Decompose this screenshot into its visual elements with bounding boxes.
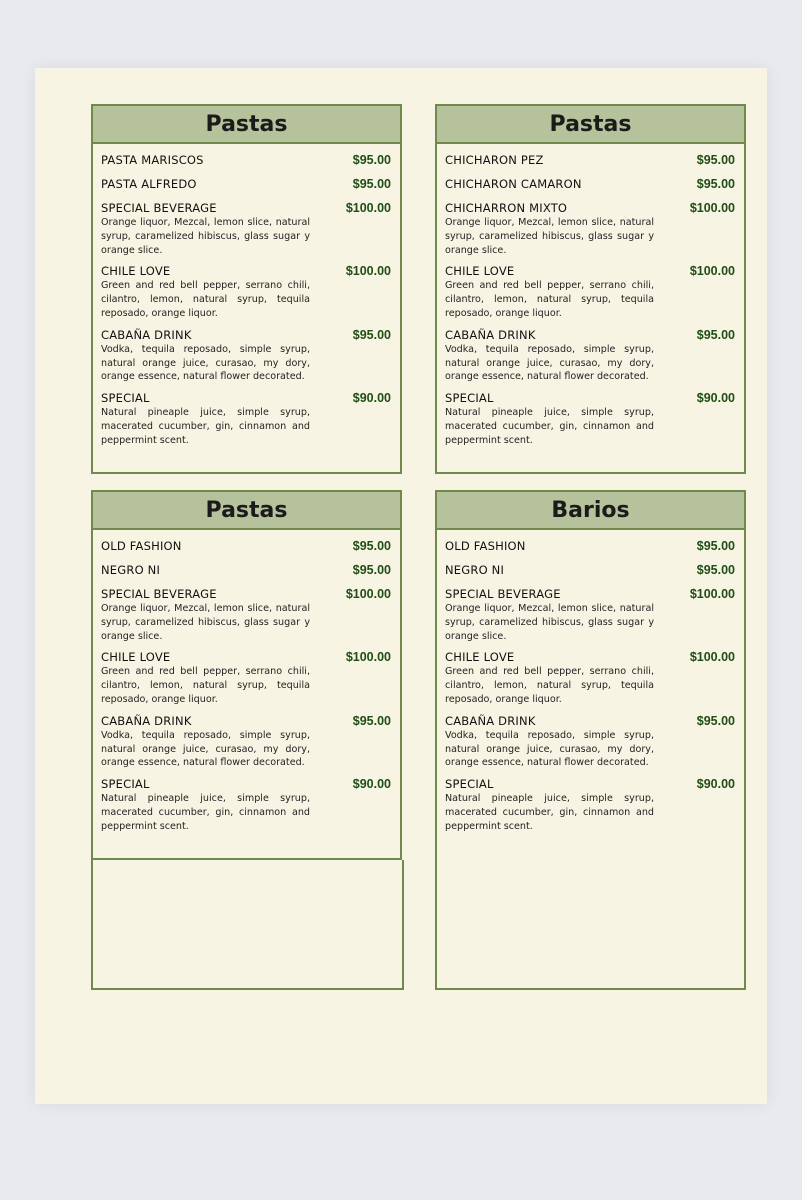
- menu-item: [445, 263, 735, 320]
- menu-item-price: $100.00: [689, 264, 735, 279]
- menu-item-name: OLD FASHION: [445, 539, 526, 553]
- menu-item-name: PASTA MARISCOS: [101, 153, 204, 167]
- menu-item-price: $95.00: [696, 539, 735, 553]
- menu-item-price: $100.00: [345, 201, 391, 215]
- menu-item-description: Vodka, tequila reposado, simple syrup, natural orange juice, curasao, my dory, orange essence, natural flower decorated.: [101, 729, 310, 769]
- menu-item-list: [93, 144, 400, 458]
- menu-item-description: Natural pineaple juice, simple syrup, macerated cucumber, gin, cinnamon and peppermint scent.: [101, 793, 310, 832]
- menu-item: [101, 200, 391, 257]
- menu-item-description: Vodka, tequila reposado, simple syrup, natural orange juice, curasao, my dory, orange essence, natural flower decorated.: [445, 729, 654, 769]
- menu-item-price: $90.00: [696, 391, 735, 406]
- menu-item-name: SPECIAL: [445, 391, 494, 406]
- menu-item-price: $95.00: [696, 327, 735, 342]
- menu-item-description: Orange liquor, Mezcal, lemon slice, natural syrup, caramelized hibiscus, glass sugar y orange slice.: [101, 217, 310, 256]
- menu-item-name: CABAÑA DRINK: [101, 713, 192, 728]
- panel-empty-frame: [91, 860, 404, 990]
- menu-item-price: $95.00: [696, 153, 735, 167]
- menu-item-price: $100.00: [689, 650, 735, 665]
- menu-item-name: CHICHARON PEZ: [445, 153, 544, 167]
- menu-item-description: Green and red bell pepper, serrano chili, cilantro, lemon, natural syrup, tequila reposado, orange liquor.: [445, 666, 654, 705]
- menu-item-price: $95.00: [352, 177, 391, 191]
- menu-item-name: CHILE LOVE: [101, 264, 171, 279]
- menu-item-price: $100.00: [689, 587, 735, 601]
- menu-item-description: Vodka, tequila reposado, simple syrup, natural orange juice, curasao, my dory, orange essence, natural flower decorated.: [101, 343, 310, 383]
- menu-item-name: CHICHARRON MIXTO: [445, 201, 568, 215]
- menu-item-name: SPECIAL BEVERAGE: [101, 201, 217, 215]
- menu-item: [445, 776, 735, 833]
- menu-item-description: Orange liquor, Mezcal, lemon slice, natural syrup, caramelized hibiscus, glass sugar y orange slice.: [101, 603, 310, 642]
- menu-item-description: Natural pineaple juice, simple syrup, macerated cucumber, gin, cinnamon and peppermint scent.: [445, 407, 654, 446]
- menu-item-name: SPECIAL: [445, 777, 494, 792]
- panel-title: Pastas: [93, 106, 400, 144]
- menu-item-name: CHICHARON CAMARON: [445, 177, 582, 191]
- menu-item: [445, 152, 735, 168]
- menu-item-name: SPECIAL BEVERAGE: [445, 587, 561, 601]
- menu-item-description: Orange liquor, Mezcal, lemon slice, natural syrup, caramelized hibiscus, glass sugar y orange slice.: [445, 217, 654, 256]
- menu-item: [101, 176, 391, 192]
- menu-item-name: CHILE LOVE: [101, 650, 171, 665]
- menu-item-price: $100.00: [345, 587, 391, 601]
- menu-item-name: NEGRO NI: [445, 563, 505, 577]
- menu-panel-pastas-1: [91, 104, 402, 474]
- menu-item-name: SPECIAL: [101, 391, 150, 406]
- menu-item-price: $95.00: [696, 177, 735, 191]
- menu-item-price: $90.00: [696, 777, 735, 792]
- menu-item-price: $95.00: [696, 563, 735, 577]
- menu-panel-pastas-3: [91, 490, 402, 860]
- menu-item: [101, 562, 391, 578]
- menu-item-name: CABAÑA DRINK: [445, 713, 536, 728]
- menu-item-name: OLD FASHION: [101, 539, 182, 553]
- menu-item-price: $100.00: [345, 650, 391, 665]
- menu-item-name: SPECIAL: [101, 777, 150, 792]
- menu-item-price: $95.00: [352, 713, 391, 728]
- menu-item: [101, 263, 391, 320]
- panel-title: Barios: [437, 492, 744, 530]
- menu-item: [101, 649, 391, 706]
- menu-item: [445, 176, 735, 192]
- menu-item-price: $90.00: [352, 777, 391, 792]
- menu-item-description: Vodka, tequila reposado, simple syrup, natural orange juice, curasao, my dory, orange essence, natural flower decorated.: [445, 343, 654, 383]
- panel-title: Pastas: [437, 106, 744, 144]
- menu-item: [101, 776, 391, 833]
- menu-item-description: Green and red bell pepper, serrano chili, cilantro, lemon, natural syrup, tequila reposado, orange liquor.: [101, 666, 310, 705]
- menu-panel-barios: [435, 490, 746, 990]
- menu-item-name: SPECIAL BEVERAGE: [101, 587, 217, 601]
- menu-item-name: CABAÑA DRINK: [101, 327, 192, 342]
- menu-item-name: CHILE LOVE: [445, 264, 515, 279]
- menu-item: [445, 390, 735, 447]
- menu-item: [445, 713, 735, 770]
- menu-item-name: CABAÑA DRINK: [445, 327, 536, 342]
- menu-item: [445, 586, 735, 643]
- menu-item-list: [437, 144, 744, 458]
- menu-item-description: Natural pineaple juice, simple syrup, macerated cucumber, gin, cinnamon and peppermint scent.: [101, 407, 310, 446]
- menu-item: [445, 200, 735, 257]
- menu-item: [101, 152, 391, 168]
- menu-item-name: PASTA ALFREDO: [101, 177, 197, 191]
- menu-item: [445, 562, 735, 578]
- panel-title: Pastas: [93, 492, 400, 530]
- menu-item-price: $95.00: [352, 153, 391, 167]
- menu-item-description: Natural pineaple juice, simple syrup, macerated cucumber, gin, cinnamon and peppermint scent.: [445, 793, 654, 832]
- menu-item-name: CHILE LOVE: [445, 650, 515, 665]
- menu-item-price: $95.00: [696, 713, 735, 728]
- menu-item-name: NEGRO NI: [101, 563, 161, 577]
- menu-item-price: $95.00: [352, 563, 391, 577]
- menu-item-description: Green and red bell pepper, serrano chili, cilantro, lemon, natural syrup, tequila reposado, orange liquor.: [101, 280, 310, 319]
- menu-item-list: [93, 530, 400, 844]
- menu-item: [445, 649, 735, 706]
- menu-item: [445, 327, 735, 384]
- menu-item: [101, 390, 391, 447]
- menu-item-price: $100.00: [345, 264, 391, 279]
- menu-item-list: [437, 530, 744, 844]
- menu-panel-pastas-2: [435, 104, 746, 474]
- menu-item: [445, 538, 735, 554]
- menu-item: [101, 327, 391, 384]
- menu-item-price: $95.00: [352, 539, 391, 553]
- menu-item-description: Orange liquor, Mezcal, lemon slice, natural syrup, caramelized hibiscus, glass sugar y orange slice.: [445, 603, 654, 642]
- menu-item-price: $100.00: [689, 201, 735, 215]
- menu-item: [101, 538, 391, 554]
- menu-item-description: Green and red bell pepper, serrano chili, cilantro, lemon, natural syrup, tequila reposado, orange liquor.: [445, 280, 654, 319]
- menu-page: [35, 68, 767, 1104]
- menu-item-price: $95.00: [352, 327, 391, 342]
- menu-item-price: $90.00: [352, 391, 391, 406]
- menu-item: [101, 586, 391, 643]
- menu-item: [101, 713, 391, 770]
